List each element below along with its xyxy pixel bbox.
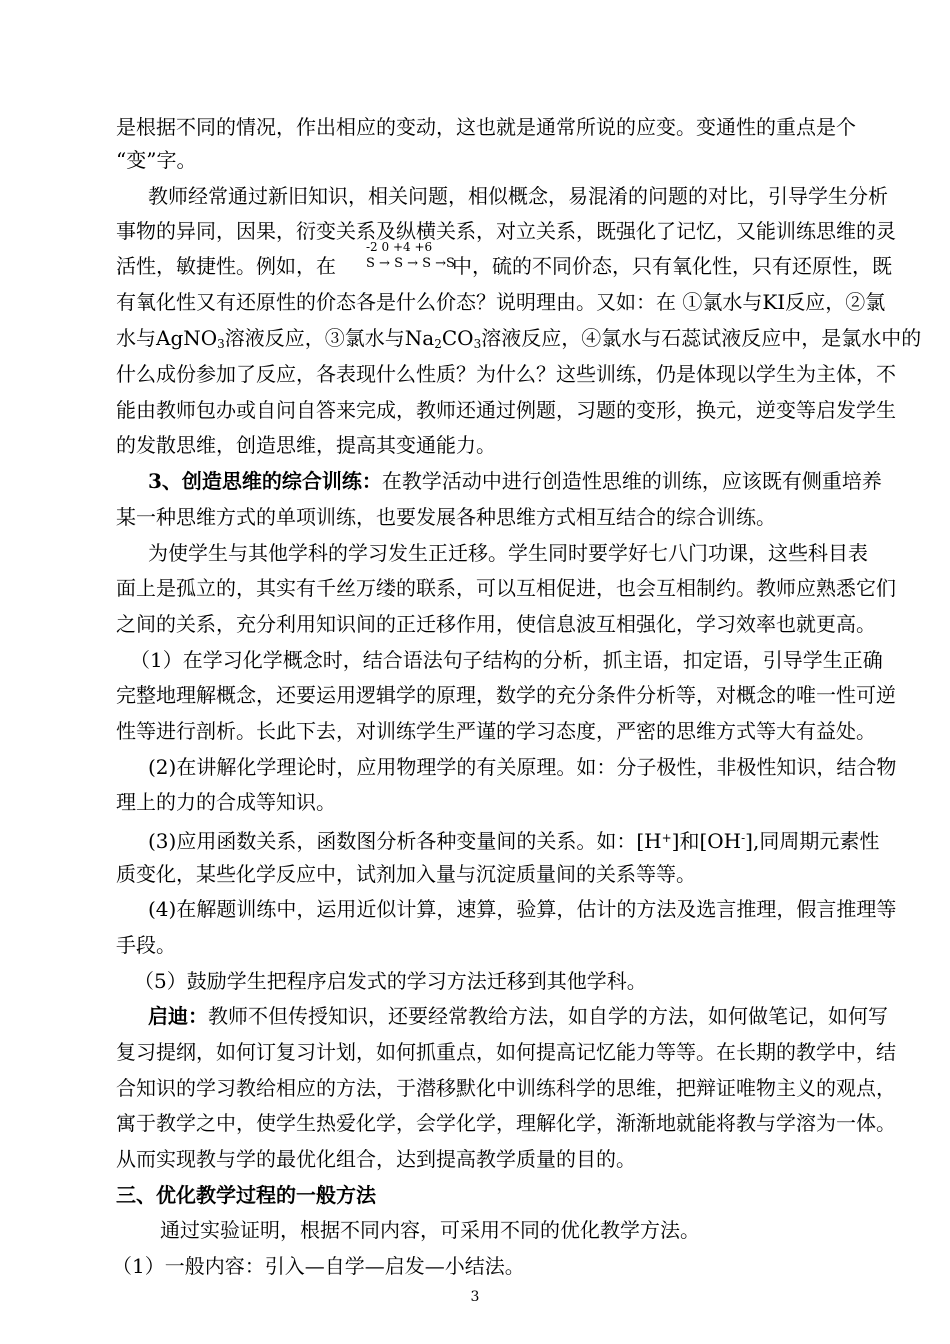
text-span: 溶液反应，④氯水与石蕊试液反应中，是氯水中的 <box>481 326 922 350</box>
text-line: 从而实现教与学的最优化组合，达到提高教学质量的目的。 <box>116 1147 636 1171</box>
text-line: 理上的力的合成等知识。 <box>116 790 336 814</box>
text-line: 有氧化性又有还原性的价态各是什么价态？说明理由。又如：在 ①氯水与KI反应，②氯 <box>116 290 886 314</box>
text-line: 某一种思维方式的单项训练，也要发展各种思维方式相互结合的综合训练。 <box>116 505 776 529</box>
text-line: 复习提纲，如何订复习计划，如何抓重点，如何提高记忆能力等等。在长期的教学中，结 <box>116 1040 896 1064</box>
text-line <box>148 824 880 855</box>
text-line: 性等进行剖析。长此下去，对训练学生严谨的学习态度，严密的思维方式等大有益处。 <box>116 719 876 743</box>
text-line: 质变化，某些化学反应中，试剂加入量与沉淀质量间的关系等等。 <box>116 862 696 886</box>
text-span: 水与AgNO <box>116 326 218 350</box>
text-span: 教师不但传授知识，还要经常教给方法，如自学的方法，如何做笔记，如何写 <box>208 1004 888 1028</box>
text-line <box>116 324 922 358</box>
text-line: 中，硫的不同价态，只有氧化性，只有还原性，既 <box>452 254 892 278</box>
section-label: 启迪： <box>148 1004 208 1028</box>
text-line: 为使学生与其他学科的学习发生正迁移。学生同时要学好七八门功课，这些科目表 <box>148 541 868 565</box>
text-span: CO <box>441 326 474 350</box>
text-line: “变”字。 <box>116 148 197 172</box>
text-line: 面上是孤立的，其实有千丝万缕的联系，可以互相促进，也会互相制约。教师应熟悉它们 <box>116 576 896 600</box>
section-label: 3、创造思维的综合训练： <box>148 469 382 493</box>
text-span: 溶液反应，③氯水与Na <box>224 326 435 350</box>
text-span: ],同周期元素性 <box>745 829 880 853</box>
text-line: (4)在解题训练中，运用近似计算，速算，验算，估计的方法及选言推理，假言推理等 <box>148 897 897 921</box>
text-line: 能由教师包办或自问自答来完成，教师还通过例题，习题的变形，换元，逆变等启发学生 <box>116 398 896 422</box>
text-line: 是根据不同的情况，作出相应的变动，这也就是通常所说的应变。变通性的重点是个 <box>116 115 856 139</box>
text-line <box>148 467 882 495</box>
page-number: 3 <box>470 1289 480 1305</box>
text-line <box>148 1002 888 1030</box>
text-line: 什么成份参加了反应，各表现什么性质？为什么？这些训练，仍是体现以学生为主体，不 <box>116 362 896 386</box>
text-line: （1）一般内容：引入—自学—启发—小结法。 <box>112 1254 525 1278</box>
text-line: 完整地理解概念，还要运用逻辑学的原理，数学的充分条件分析等，对概念的唯一性可逆 <box>116 683 896 707</box>
text-line: 通过实验证明，根据不同内容，可采用不同的优化教学方法。 <box>160 1218 700 1242</box>
subscript: 3 <box>473 337 482 351</box>
text-line: 的发散思维，创造思维，提高其变通能力。 <box>116 433 496 457</box>
text-line: 手段。 <box>116 933 176 957</box>
text-line: 之间的关系，充分利用知识间的正迁移作用，使信息波互相强化，学习效率也就更高。 <box>116 612 876 636</box>
text-span: ]和[OH <box>671 829 742 853</box>
text-span: (3)应用函数关系，函数图分析各种变量间的关系。如：[H <box>148 829 662 853</box>
text-line: (2)在讲解化学理论时，应用物理学的有关原理。如：分子极性，非极性知识，结合物 <box>148 755 897 779</box>
text-line: （1）在学习化学概念时，结合语法句子结构的分析，抓主语，扣定语，引导学生正确 <box>130 648 883 672</box>
text-line: 事物的异同，因果，衍变关系及纵横关系，对立关系，既强化了记忆，又能训练思维的灵 <box>116 219 896 243</box>
section-heading: 三、优化教学过程的一般方法 <box>116 1183 376 1207</box>
text-span: 在教学活动中进行创造性思维的训练，应该既有侧重培养 <box>381 469 882 493</box>
text-line: 活性，敏捷性。例如，在 <box>116 254 336 278</box>
superscript: - <box>741 831 746 845</box>
text-line: 教师经常通过新旧知识，相关问题，相似概念，易混淆的问题的对比，引导学生分析 <box>148 184 888 208</box>
superscript: + <box>661 831 672 845</box>
subscript: 3 <box>217 337 225 351</box>
oxidation-states: -2 0 +4 +6 <box>366 240 433 254</box>
text-line: 寓于教学之中，使学生热爱化学，会学化学，理解化学，渐渐地就能将教与学溶为一体。 <box>116 1111 896 1135</box>
text-line: （5）鼓励学生把程序启发式的学习方法迁移到其他学科。 <box>134 969 647 993</box>
sulfur-chain-formula: S → S → S →S <box>366 256 455 271</box>
text-line: 合知识的学习教给相应的方法，于潜移默化中训练科学的思维，把辩证唯物主义的观点， <box>116 1076 896 1100</box>
subscript: 2 <box>434 337 442 351</box>
